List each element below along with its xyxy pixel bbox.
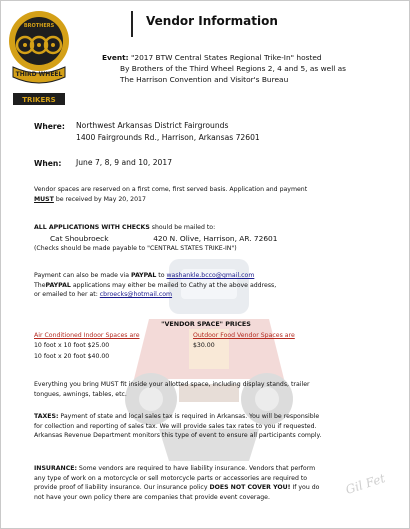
when-value: June 7, 8, 9 and 10, 2017 (76, 158, 173, 167)
taxes-label: TAXES: (34, 413, 59, 420)
insurance-line-4: not have your own policy there are companies that provide event coverage. (34, 493, 270, 501)
paypal-section (34, 271, 379, 300)
paypal-line-1: Payment can also be made via PAYPAL to washankle.bcco@gmail.com (34, 272, 255, 279)
taxes-line-2: for collection and reporting of sales tax. We will provide sales tax rates to you if requested. (34, 422, 317, 430)
paypal-line-3: or emailed to her at: cbroecks@hotmail.com (34, 291, 173, 299)
paypal-email-link[interactable]: washankle.bcco@gmail.com (166, 272, 255, 279)
when-label: When: (34, 159, 62, 168)
page-title: Vendor Information (146, 14, 278, 28)
outdoor-price: $30.00 (193, 342, 215, 349)
taxes-line-1: TAXES: Payment of state and local sales tax is required in Arkansas. You will be responsible (34, 413, 320, 420)
insurance-section (34, 464, 379, 502)
insurance-line-2: any type of work on a motorcycle or sell motorcycle parts or accessories are required to (34, 474, 308, 482)
event-section (102, 52, 402, 86)
fit-line-1: Everything you bring MUST fit inside your allotted space, including display stands, trailer (34, 381, 310, 388)
signature: Gil Fet (343, 471, 387, 497)
event-label: Event: (102, 53, 129, 62)
event-line-3: The Harrison Convention and Visitor's Bureau (120, 75, 289, 85)
fit-line-2: tongues, awnings, tables, etc. (34, 390, 127, 398)
check-payable-note: (Checks should be made payable to "CENTRAL STATES TRIKE-IN") (34, 244, 237, 252)
brothers-third-wheel-logo (7, 7, 71, 107)
insurance-line-1: INSURANCE: Some vendors are required to have liability insurance. Vendors that perform (34, 465, 316, 472)
logo-top-text: BROTHERS (23, 23, 55, 29)
logo-banner-text: THIRD WHEEL (15, 71, 63, 78)
outdoor-spaces-heading: Outdoor Food Vendor Spaces are (193, 332, 295, 339)
header-divider (131, 11, 133, 37)
taxes-section (34, 412, 379, 441)
reservation-text (34, 185, 379, 204)
reservation-line-2: MUST be received by May 20, 2017 (34, 195, 146, 203)
event-line-1 (102, 52, 402, 63)
prices-title: "VENDOR SPACE" PRICES (161, 320, 251, 328)
indoor-price-10x20: 10 foot x 20 foot $40.00 (34, 353, 110, 360)
event-title: "2017 BTW Central States Regional Trike-In" hosted (131, 53, 322, 62)
mail-address: 420 N. Olive, Harrison, AR. 72601 (153, 233, 278, 243)
fit-text (34, 380, 379, 399)
paypal-line-2: ThePAYPAL applications may either be mailed to Cathy at the above address, (34, 281, 277, 289)
logo-bottom-text: TRIKERS (22, 96, 56, 104)
reservation-line-1: Vendor spaces are reserved on a first come, first served basis. Application and payment (34, 186, 308, 193)
applications-section (34, 223, 379, 253)
where-line-1: Northwest Arkansas District Fairgrounds (76, 121, 229, 130)
mailing-address (34, 233, 379, 244)
cathy-email-link[interactable]: cbroecks@hotmail.com (99, 291, 173, 299)
taxes-line-3: Arkansas Revenue Department monitors this type of event to ensure all participants comply. (34, 432, 322, 440)
must-emphasis: MUST (34, 195, 54, 203)
indoor-price-10x10: 10 foot x 10 foot $25.00 (34, 342, 110, 349)
mail-recipient: Cat Shoubroeck (50, 233, 109, 243)
where-line-2: 1400 Fairgrounds Rd., Harrison, Arkansas 72601 (76, 133, 260, 142)
insurance-label: INSURANCE: (34, 465, 77, 472)
indoor-spaces-heading: Air Conditioned Indoor Spaces are (34, 332, 140, 339)
insurance-line-3: provide proof of liability insurance. Our insurance policy DOES NOT COVER YOU! If you do (34, 484, 320, 492)
where-value (76, 120, 260, 144)
where-label: Where: (34, 122, 65, 131)
event-line-2: By Brothers of the Third Wheel Regions 2, 4 and 5, as well as (120, 64, 347, 74)
applications-line-1: ALL APPLICATIONS WITH CHECKS should be mailed to: (34, 224, 216, 231)
